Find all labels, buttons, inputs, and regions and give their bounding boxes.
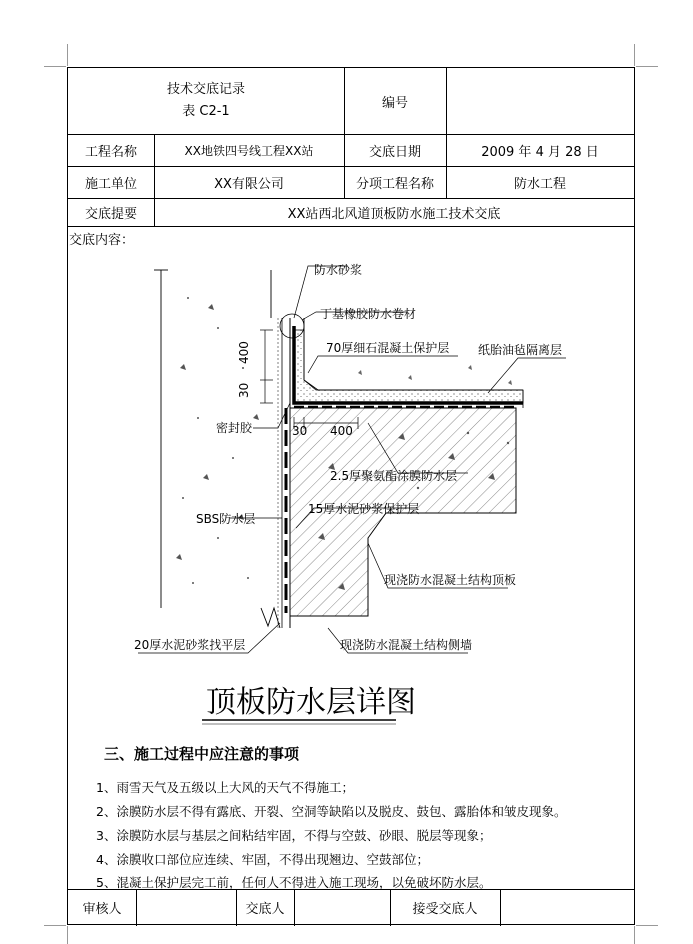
dim-400-horizontal: 400 xyxy=(330,424,353,438)
date-value: 2009 年 4 月 28 日 xyxy=(481,144,599,160)
label-mortar-waterproof: 防水砂浆 xyxy=(314,263,363,277)
fine-concrete-marks xyxy=(358,365,512,385)
presenter-value xyxy=(294,889,390,926)
label-butyl-membrane: 丁基橡胶防水卷材 xyxy=(320,307,417,321)
dim-30-horizontal: 30 xyxy=(292,424,308,438)
subproject-value: 防水工程 xyxy=(513,176,566,192)
receiver-value xyxy=(500,889,634,926)
presenter-label: 交底人 xyxy=(245,902,285,917)
crop-mark xyxy=(67,926,68,944)
label-pu-coating: 2.5厚聚氨酯涂膜防水层 xyxy=(330,469,458,483)
number-label: 编号 xyxy=(381,95,408,111)
label-cement-protect: 15厚水泥砂浆保护层 xyxy=(308,502,420,516)
label-sbs: SBS防水层 xyxy=(196,512,256,526)
form-title-main: 技术交底记录 xyxy=(166,82,245,97)
crop-mark xyxy=(44,925,66,926)
crop-mark xyxy=(44,66,66,67)
date-label: 交底日期 xyxy=(368,144,421,160)
label-cast-wall: 现浇防水混凝土结构侧墙 xyxy=(340,638,473,652)
note-item: 3、涂膜防水层与基层之间粘结牢固，不得与空鼓、砂眼、脱层等现象； xyxy=(96,828,492,843)
drawing-title: 顶板防水层详图 xyxy=(206,685,416,720)
reviewer-value xyxy=(136,889,236,926)
crop-mark xyxy=(636,925,658,926)
label-sealant: 密封胶 xyxy=(216,421,253,435)
dim-400-vertical: 400 xyxy=(237,341,251,364)
content-label: 交底内容： xyxy=(69,232,135,248)
project-name-value: XX地铁四号线工程XX站 xyxy=(184,143,314,158)
note-item: 4、涂膜收口部位应连续、牢固，不得出现翘边、空鼓部位； xyxy=(96,852,429,867)
record-form xyxy=(67,67,635,925)
label-paper-felt: 纸胎油毡隔离层 xyxy=(478,343,563,357)
crop-mark xyxy=(634,926,635,944)
note-item: 2、涂膜防水层不得有露底、开裂、空洞等缺陷以及脱皮、鼓包、露胎体和皱皮现象。 xyxy=(96,804,567,819)
crop-mark xyxy=(636,66,658,67)
note-item: 1、雨雪天气及五级以上大风的天气不得施工； xyxy=(96,780,354,795)
receiver-label: 接受交底人 xyxy=(412,902,478,917)
reviewer-label: 审核人 xyxy=(82,902,122,917)
summary-label: 交底提要 xyxy=(84,206,137,222)
label-fine-concrete: 70厚细石混凝土保护层 xyxy=(326,341,450,355)
subproject-label: 分项工程名称 xyxy=(355,176,434,192)
soil-outline xyxy=(154,270,280,628)
unit-label: 施工单位 xyxy=(84,176,137,192)
note-item: 5、混凝土保护层完工前，任何人不得进入施工现场，以免破坏防水层。 xyxy=(96,875,492,890)
crop-mark xyxy=(67,44,68,66)
label-leveling: 20厚水泥砂浆找平层 xyxy=(134,638,246,652)
notes-heading: 三、施工过程中应注意的事项 xyxy=(104,745,300,763)
dim-30-vertical: 30 xyxy=(237,382,251,398)
label-cast-roof: 现浇防水混凝土结构顶板 xyxy=(384,573,517,587)
waterproof-detail-drawing xyxy=(68,68,634,728)
crop-mark xyxy=(634,44,635,66)
form-number-code: 表 C2-1 xyxy=(182,104,230,119)
unit-value: XX有限公司 xyxy=(214,176,284,192)
soil-marks xyxy=(176,297,259,584)
project-name-label: 工程名称 xyxy=(84,144,137,160)
summary-value: XX站西北风道顶板防水施工技术交底 xyxy=(287,206,501,222)
